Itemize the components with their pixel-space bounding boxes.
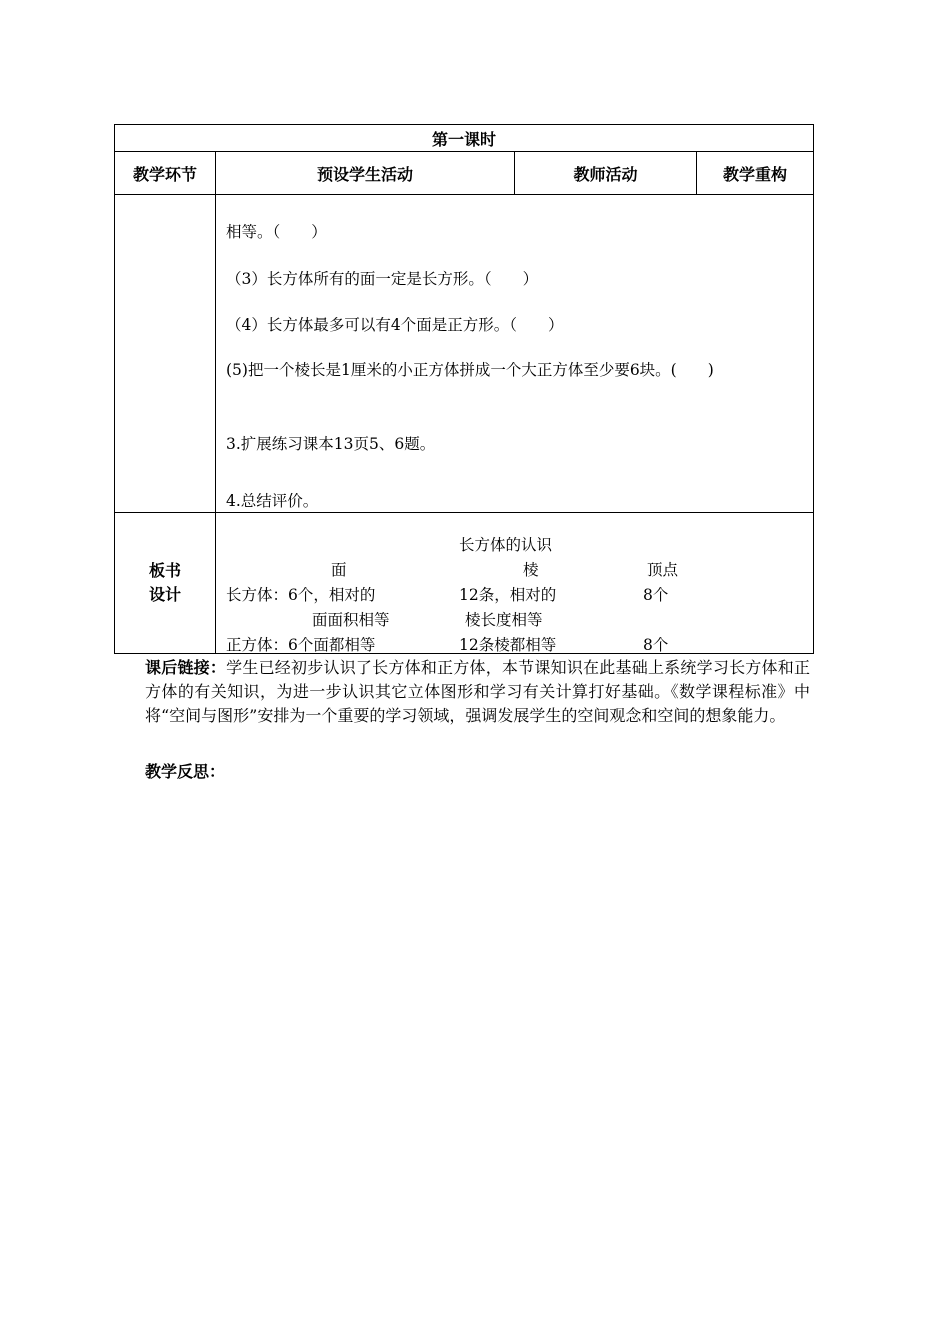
board-cuboid-edge: 12条，相对的 (459, 586, 557, 604)
content-line-3: （4）长方体最多可以有4个面是正方形。（ ） (226, 316, 564, 334)
after-class-label: 课后链接： (145, 658, 227, 677)
header-reconstruction: 教学重构 (697, 152, 814, 195)
board-design (216, 513, 814, 654)
board-col-face: 面 (331, 561, 347, 579)
board-title: 长方体的认识 (459, 536, 553, 554)
header-student-activity: 预设学生活动 (216, 152, 515, 195)
reflection-label: 教学反思： (145, 762, 226, 781)
content-line-1: 相等。（ ） (226, 223, 327, 241)
lesson-title: 第一课时 (115, 125, 814, 152)
header-teaching-stage: 教学环节 (115, 152, 216, 195)
after-class-text: 学生已经初步认识了长方体和正方体，本节课知识在此基础上系统学习长方体和正方体的有关知识，为进一步认识其它立体图形和学习有关计算打好基础。《数学课程标准》中将“空间与图形”安排为一个重要的学习领域，强调发展学生的空间观念和空间的想象能力。 (145, 658, 810, 725)
board-label (115, 513, 216, 654)
stage-cell (115, 195, 216, 513)
header-teacher-activity: 教师活动 (515, 152, 697, 195)
board-label-line2: 设计 (148, 585, 181, 604)
board-cuboid-vertex: 8个 (643, 586, 669, 604)
content-line-5: 3.扩展练习课本13页5、6题。 (226, 435, 436, 453)
content-line-4: (5)把一个棱长是1厘米的小正方体拼成一个大正方体至少要6块。( ) (226, 361, 714, 379)
board-cube-face: 正方体：6个面都相等 (226, 636, 376, 654)
board-col-vertex: 顶点 (647, 561, 679, 579)
board-col-edge: 棱 (523, 561, 539, 579)
board-label-line1: 板书 (148, 561, 181, 580)
content-line-6: 4.总结评价。 (226, 492, 319, 510)
activity-content (216, 195, 814, 513)
after-class-paragraph (145, 656, 810, 728)
content-line-2: （3）长方体所有的面一定是长方形。（ ） (226, 270, 539, 288)
board-cuboid-edge-2: 棱长度相等 (465, 611, 543, 629)
board-cuboid-face: 长方体：6个，相对的 (226, 586, 376, 604)
board-cube-edge: 12条棱都相等 (459, 636, 557, 654)
lesson-table (114, 124, 814, 654)
board-cuboid-face-2: 面面积相等 (312, 611, 390, 629)
board-cube-vertex: 8个 (643, 636, 669, 654)
